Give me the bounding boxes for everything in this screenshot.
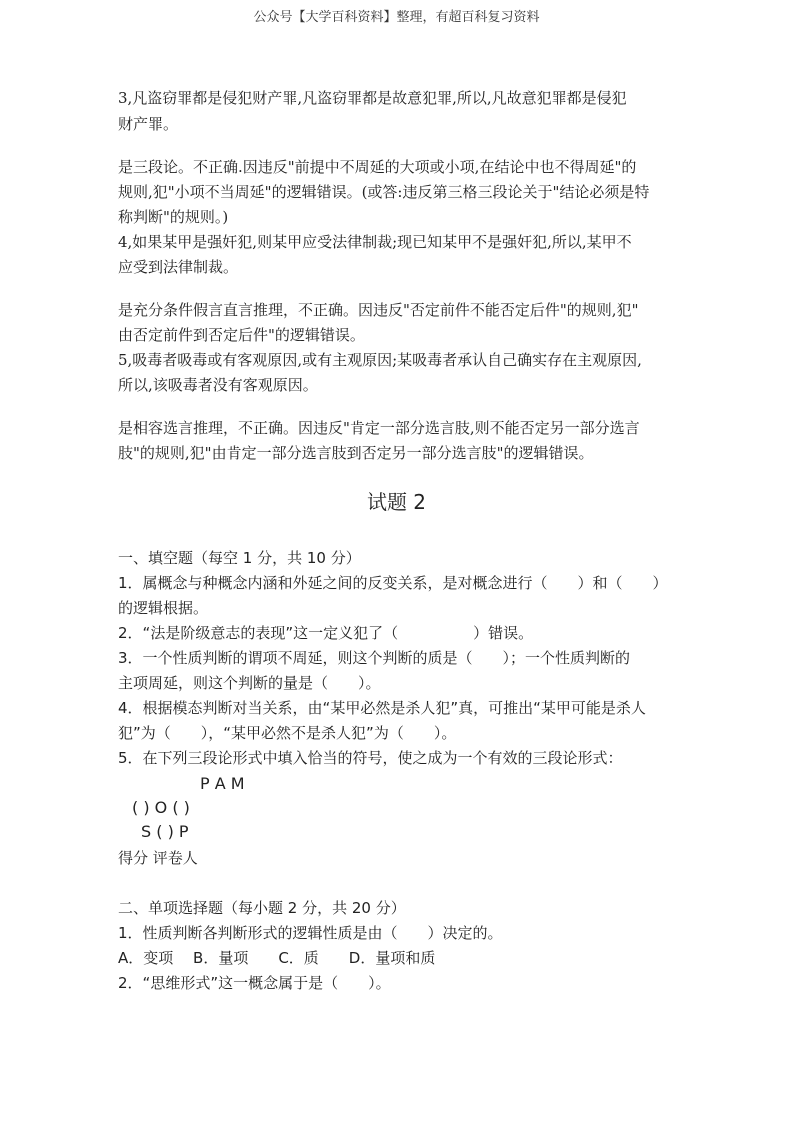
- page-header: 公众号【大学百科资料】整理，有超百科复习资料: [253, 10, 540, 25]
- text-line: 规则,犯"小项不当周延"的逻辑错误。(或答:违反第三格三段论关于"结论必须是特: [118, 183, 650, 201]
- question-line: 的逻辑根据。: [118, 599, 209, 617]
- syllogism-line-2: ( ) O ( ): [132, 798, 190, 817]
- text-line: 应受到法律制裁。: [118, 258, 239, 276]
- question-line: 2．“思维形式”这一概念属于是（ ）。: [118, 974, 391, 992]
- text-line: 是充分条件假言直言推理，不正确。因违反"否定前件不能否定后件"的规则,犯": [118, 301, 639, 319]
- question-line: 4．根据模态判断对当关系，由“某甲必然是杀人犯”真，可推出“某甲可能是杀人: [118, 699, 646, 717]
- text-line: 5,吸毒者吸毒或有客观原因,或有主观原因;某吸毒者承认自己确实存在主观原因,: [118, 351, 642, 369]
- question-line: 犯”为（ ），“某甲必然不是杀人犯”为（ ）。: [118, 724, 457, 742]
- question-line: 1．性质判断各判断形式的逻辑性质是由（ ）决定的。: [118, 924, 503, 942]
- syllogism-line-1: P A M: [200, 774, 245, 793]
- text-line: 所以,该吸毒者没有客观原因。: [118, 376, 318, 394]
- answer-options: A．变项 B．量项 C．质 D．量项和质: [118, 949, 436, 967]
- question-line: 1．属概念与种概念内涵和外延之间的反变关系，是对概念进行（ ）和（ ）: [118, 574, 668, 592]
- score-label: 得分 评卷人: [118, 849, 198, 867]
- syllogism-line-3: S ( ) P: [141, 822, 189, 841]
- question-line: 5．在下列三段论形式中填入恰当的符号，使之成为一个有效的三段论形式：: [118, 749, 623, 767]
- text-line: 4,如果某甲是强奸犯,则某甲应受法律制裁;现已知某甲不是强奸犯,所以,某甲不: [118, 233, 632, 251]
- text-line: 是相容选言推理，不正确。因违反"肯定一部分选言肢,则不能否定另一部分选言: [118, 419, 640, 437]
- question-line: 3．一个性质判断的谓项不周延，则这个判断的质是（ ）；一个性质判断的: [118, 649, 631, 667]
- text-line: 称判断"的规则。): [118, 208, 229, 226]
- text-line: 财产罪。: [118, 115, 179, 133]
- text-line: 是三段论。不正确.因违反"前提中不周延的大项或小项,在结论中也不得周延"的: [118, 158, 637, 176]
- question-line: 主项周延，则这个判断的量是（ ）。: [118, 674, 381, 692]
- section-title: 试题 2: [366, 490, 427, 514]
- text-line: 肢"的规则,犯"由肯定一部分选言肢到否定另一部分选言肢"的逻辑错误。: [118, 444, 594, 462]
- text-line: 由否定前件到否定后件"的逻辑错误。: [118, 326, 365, 344]
- question-line: 2．“法是阶级意志的表现”这一定义犯了（ ）错误。: [118, 624, 534, 642]
- text-line: 3,凡盗窃罪都是侵犯财产罪,凡盗窃罪都是故意犯罪,所以,凡故意犯罪都是侵犯: [118, 89, 627, 107]
- section-heading: 一、填空题（每空 1 分，共 10 分）: [118, 549, 361, 567]
- section-heading: 二、单项选择题（每小题 2 分，共 20 分）: [118, 899, 406, 917]
